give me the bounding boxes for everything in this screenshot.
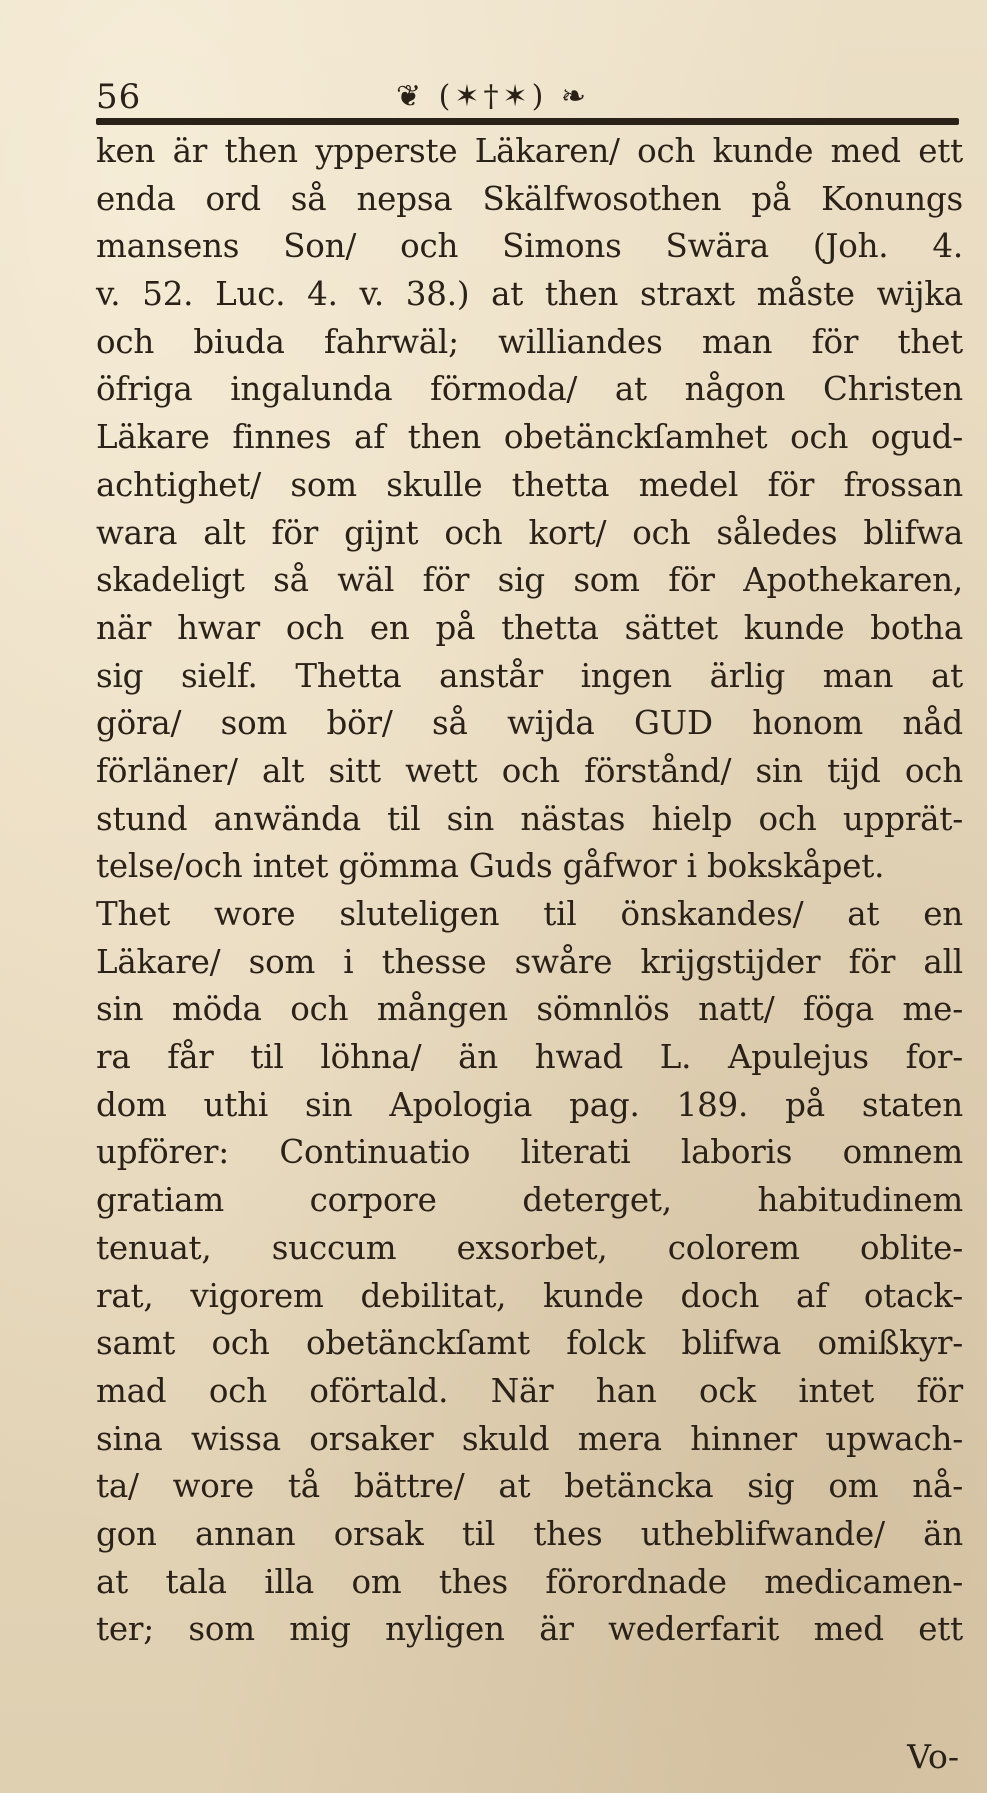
- page-number: 56: [96, 77, 142, 117]
- text-line-1: ken är then ypperste Läkaren/ och kunde med ett: [96, 132, 963, 170]
- text-line-28: sina wissa orsaker skuld mera hinner upwach-: [96, 1419, 963, 1458]
- header-rule: [96, 118, 959, 125]
- text-line-13: göra/ som bör/ så wijda GUD honom nåd: [96, 704, 963, 743]
- text-line-12: sig sielf. Thetta anstår ingen ärlig man at: [96, 656, 963, 695]
- text-line-26: samt och obetänckſamt folck blifwa omißkyr-: [96, 1324, 963, 1363]
- text-line-9: wara alt för gijnt och kort/ och således blifwa: [96, 513, 963, 552]
- text-line-10: skadeligt så wäl för sig som för Apothekaren,: [96, 561, 963, 600]
- text-line-4: v. 52. Luc. 4. v. 38.) at then straxt måste wijka: [96, 275, 963, 314]
- text-line-16: telse/och intet gömma Guds gåfwor i bokskåpet.: [96, 847, 885, 886]
- text-line-15: stund anwända til sin nästas hielp och upprät-: [96, 799, 963, 838]
- body-text: [96, 128, 963, 1654]
- text-line-11: när hwar och en på thetta sättet kunde botha: [96, 608, 963, 647]
- text-line-22: upförer: Continuatio literati laboris omnem: [96, 1133, 963, 1172]
- text-line-18: Läkare/ som i thesse swåre krijgstijder för all: [96, 942, 963, 981]
- text-line-30: gon annan orsak til thes utheblifwande/ än: [96, 1514, 963, 1553]
- text-line-20: ra får til löhna/ än hwad L. Apulejus for-: [96, 1038, 963, 1077]
- text-line-2: enda ord så nepsa Skälfwosothen på Konungs: [96, 179, 963, 218]
- page-header: [96, 74, 959, 124]
- text-line-21: dom uthi sin Apologia pag. 189. på staten: [96, 1085, 963, 1124]
- text-line-23: gratiam corpore deterget, habitudinem: [96, 1181, 963, 1220]
- text-line-19: sin möda och mången sömnlös natt/ föga me-: [96, 990, 963, 1029]
- text-line-5: och biuda fahrwäl; williandes man för thet: [96, 322, 963, 361]
- header-ornament: ❦ (✶†✶) ❧: [396, 79, 591, 114]
- text-line-7: Läkare finnes af then obetänckſamhet och ogud-: [96, 418, 963, 457]
- text-line-27: mad och oförtald. När han ock intet för: [96, 1371, 963, 1410]
- catchword: Vo-: [907, 1737, 959, 1776]
- text-line-29: ta/ wore tå bättre/ at betäncka sig om nå-: [96, 1467, 963, 1506]
- text-line-8: achtighet/ som skulle thetta medel för frossan: [96, 465, 963, 504]
- text-line-6: öfriga ingalunda förmoda/ at någon Christen: [96, 370, 963, 409]
- text-line-3: mansens Son/ och Simons Swära (Joh. 4.: [96, 227, 963, 266]
- text-line-31: at tala illa om thes förordnade medicamen-: [96, 1562, 963, 1601]
- text-line-17: Thet wore sluteligen til önskandes/ at en: [96, 895, 963, 933]
- text-line-24: tenuat, succum exsorbet, colorem oblite-: [96, 1228, 963, 1267]
- text-line-25: rat, vigorem debilitat, kunde doch af otack-: [96, 1276, 963, 1315]
- text-line-32: ter; som mig nyligen är wederfarit med ett: [96, 1610, 963, 1649]
- text-line-14: förläner/ alt sitt wett och förstånd/ sin tijd och: [96, 751, 963, 790]
